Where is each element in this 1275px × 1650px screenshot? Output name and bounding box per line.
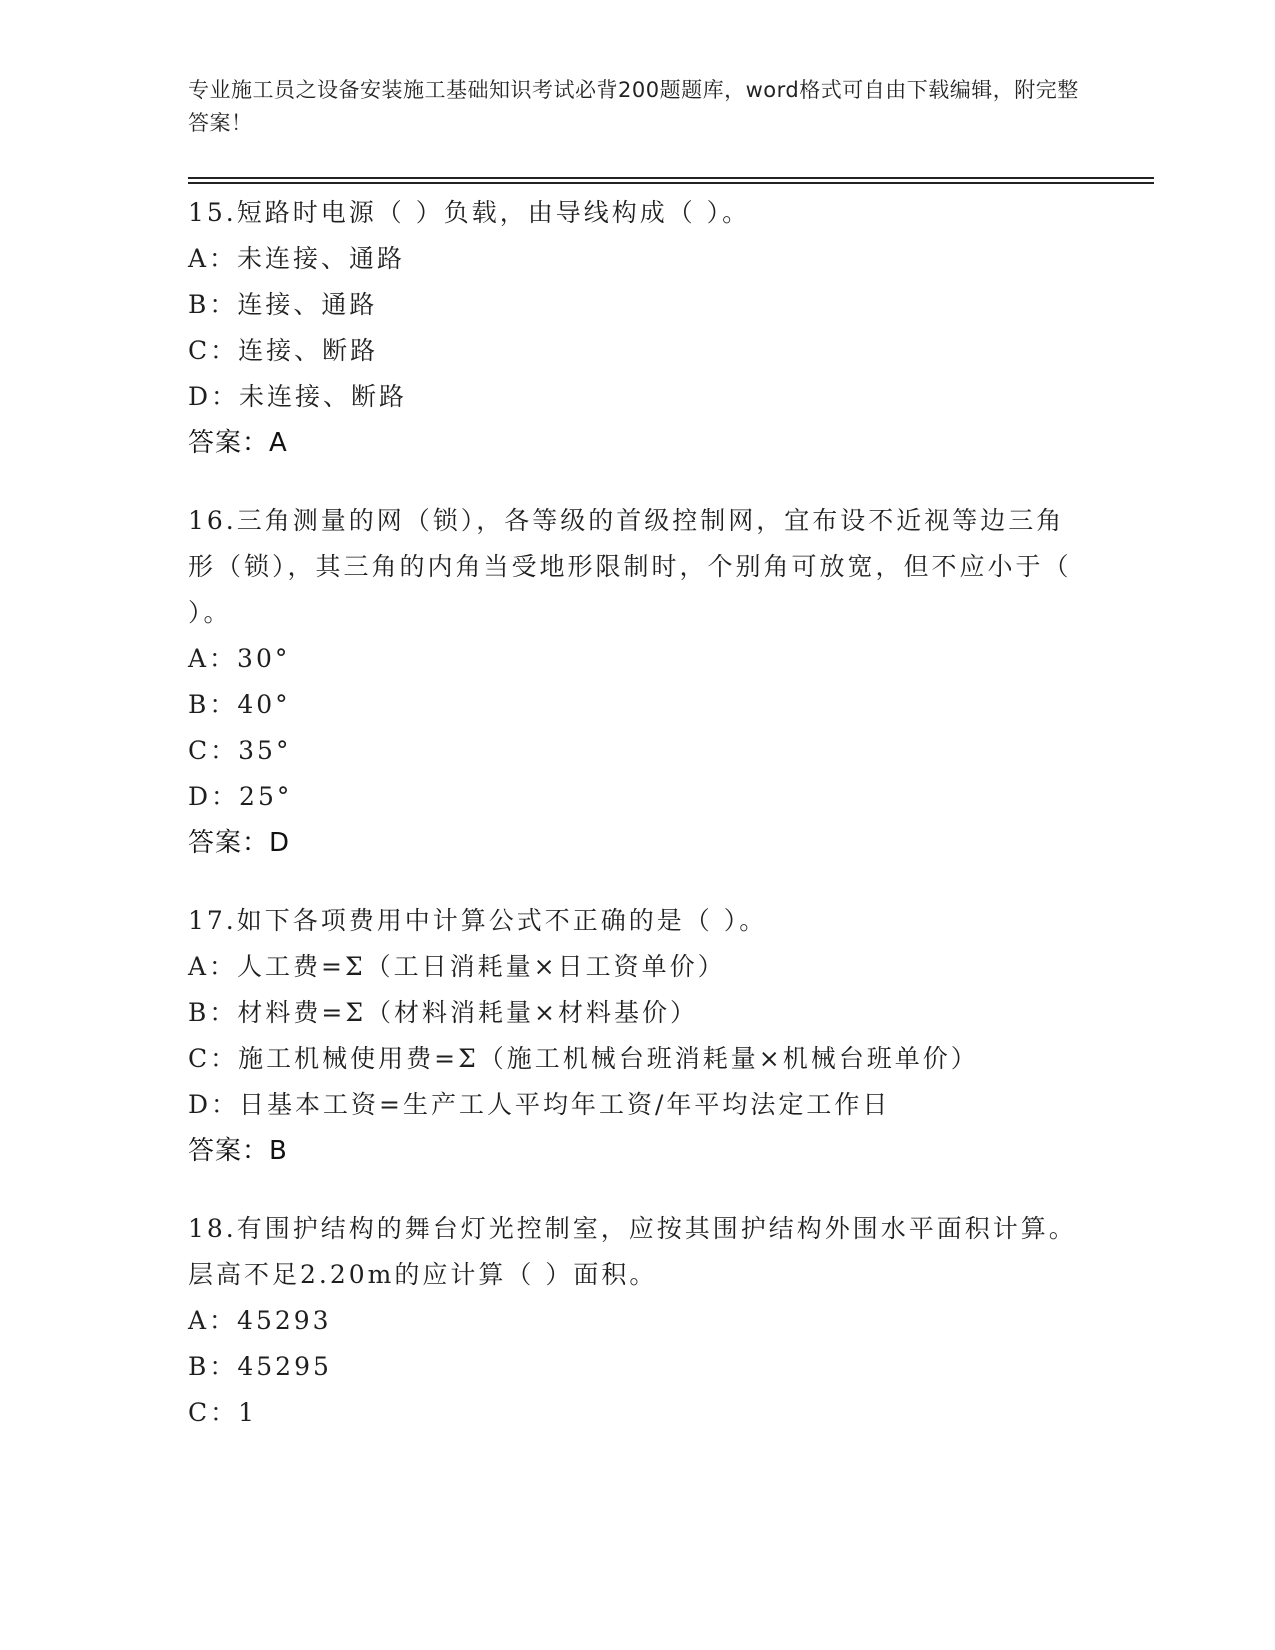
option-d: D：日基本工资=生产工人平均年工资/年平均法定工作日	[188, 1090, 891, 1119]
option-b: B：连接、通路	[188, 290, 378, 319]
option-b: B：材料费=Σ（材料消耗量×材料基价）	[188, 998, 698, 1027]
answer-line: 答案：A	[188, 428, 288, 458]
question-stem: 16.三角测量的网（锁），各等级的首级控制网，宜布设不近视等边三角形（锁），其三角的内角当受地形限制时，个别角可放宽，但不应小于（ ）。	[188, 506, 1072, 627]
question-18	[188, 1206, 1088, 1436]
question-15	[188, 190, 1088, 466]
question-stem: 17.如下各项费用中计算公式不正确的是（ ）。	[188, 906, 768, 935]
option-a: A：45293	[188, 1306, 332, 1335]
question-list	[188, 190, 1088, 1468]
option-c: C：1	[188, 1398, 258, 1427]
option-c: C：35°	[188, 736, 292, 765]
question-17	[188, 898, 1088, 1174]
option-a: A：人工费=Σ（工日消耗量×日工资单价）	[188, 952, 726, 981]
question-16	[188, 498, 1088, 866]
question-stem: 18.有围护结构的舞台灯光控制室，应按其围护结构外围水平面积计算。层高不足2.20m的应计算（ ）面积。	[188, 1214, 1077, 1289]
option-c: C：连接、断路	[188, 336, 379, 365]
option-d: D：25°	[188, 782, 293, 811]
header-divider-top	[188, 177, 1154, 179]
option-a: A：未连接、通路	[188, 244, 406, 273]
document-header: 专业施工员之设备安装施工基础知识考试必背200题题库，word格式可自由下载编辑，附完整答案！	[188, 78, 1079, 135]
answer-line: 答案：B	[188, 1136, 288, 1166]
option-c: C：施工机械使用费=Σ（施工机械台班消耗量×机械台班单价）	[188, 1044, 979, 1073]
option-a: A：30°	[188, 644, 291, 673]
header-divider-bottom	[188, 182, 1154, 184]
question-stem: 15.短路时电源（ ）负载，由导线构成（ ）。	[188, 198, 751, 227]
answer-line: 答案：D	[188, 828, 291, 858]
option-b: B：45295	[188, 1352, 332, 1381]
option-b: B：40°	[188, 690, 291, 719]
option-d: D：未连接、断路	[188, 382, 408, 411]
